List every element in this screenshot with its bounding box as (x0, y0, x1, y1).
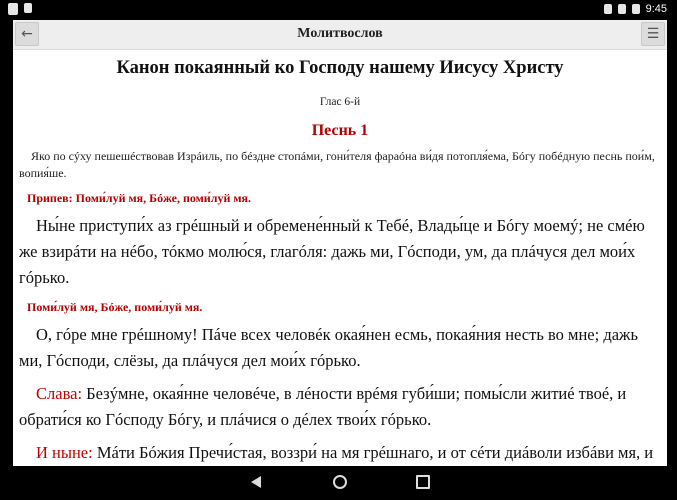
arrow-left-icon: ← (21, 26, 33, 42)
troparion-text: Ны́не приступи́х аз грéшный и обремене́нный к Тебé, Влады́це и Бóгу моемý; не смéю же взирáти на нéбо, тóкмо молю́ся, глагóля: дажь ми, Гóсподи, ум, да плáчуся дел мои́х гóрько. (19, 216, 645, 287)
nav-recents-icon[interactable] (416, 475, 430, 489)
navigation-bar (0, 466, 677, 500)
song-heading: Песнь 1 (311, 122, 369, 139)
now-label: И ныне: (36, 443, 93, 462)
irmos-text: Яко по сýху пешешéствовав Изрáиль, по бéздне стопáми, гони́теля фараóна ви́дя потопля́ема, Бóгу побéдную песнь пои́м, вопия́ше. (19, 149, 655, 180)
menu-button[interactable] (641, 22, 665, 46)
status-time: 9:45 (645, 3, 667, 15)
now-text: Мáти Бóжия Пречи́стая, воззри́ на мя грéшнаго, и от сéти диáволи избáви мя, и (96, 443, 654, 462)
prayer-content (13, 58, 667, 492)
app-window (13, 20, 667, 466)
tone-label: Глас 6-й (319, 96, 361, 108)
glory-label: Слава: (36, 384, 83, 403)
toolbar (13, 20, 667, 50)
sd-card-icon (8, 3, 18, 15)
nav-back-icon[interactable] (251, 476, 261, 488)
wifi-icon (604, 4, 612, 14)
glory-troparion (19, 381, 661, 433)
battery-icon (632, 4, 640, 14)
glory-text: Безýмне, окая́нне человéче, в лéности врéмя губи́ши; помы́сли житиé твоé, и обрати́ся ко Гóсподу Бóгу, и плáчися о дéлех твои́х гóрько. (19, 384, 627, 429)
nav-home-icon[interactable] (333, 475, 347, 489)
signal-icon (618, 4, 626, 14)
notification-icon (24, 3, 32, 13)
canon-title: Канон покаянный ко Господу нашему Иисусу Христу (116, 58, 564, 78)
troparion-text-2: О, гóре мне грéшному! Пáче всех человéк окая́нен есмь, покая́ния несть во мне; дажь ми, Гóсподи, слёзы, да плáчуся дел мои́х гóрько. (19, 325, 638, 370)
refrain-text: Припев: Поми́луй мя, Бóже, поми́луй мя. (27, 191, 252, 205)
app-title: Молитвослов (297, 26, 383, 41)
hamburger-icon: ☰ (646, 26, 660, 42)
status-bar (0, 0, 677, 20)
refrain-text-2: Поми́луй мя, Бóже, поми́луй мя. (27, 300, 203, 314)
